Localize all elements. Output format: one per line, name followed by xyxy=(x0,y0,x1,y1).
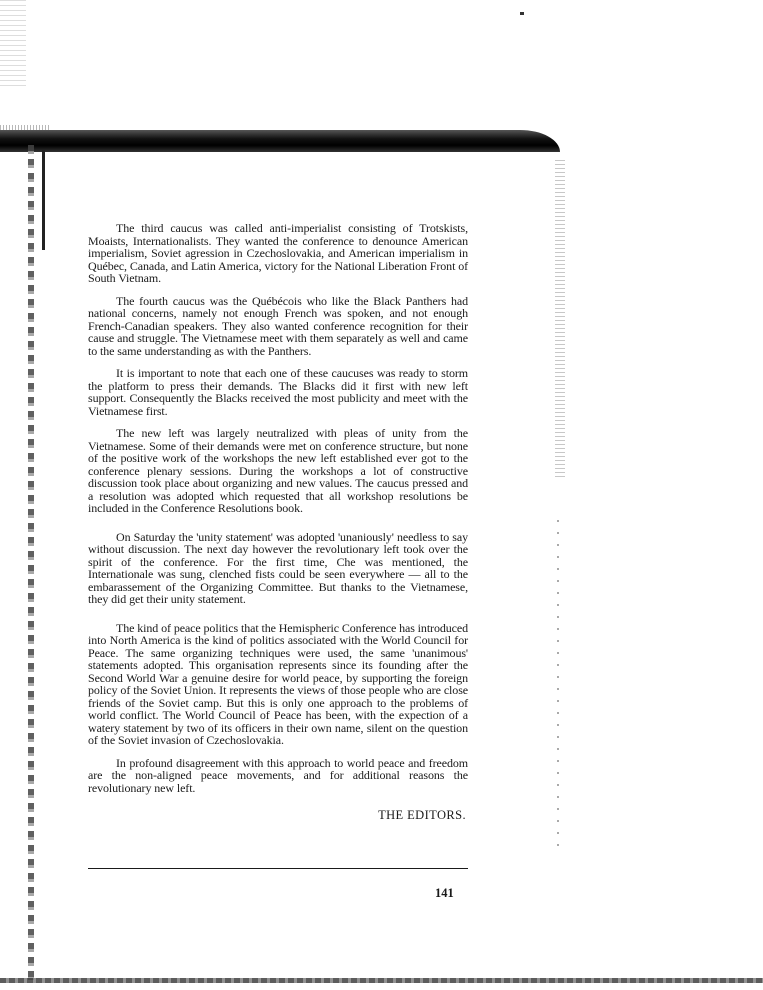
scan-artifact-right-strip xyxy=(555,160,565,480)
scan-artifact-right-dashes xyxy=(557,520,559,850)
scan-shadow-left xyxy=(28,145,34,980)
paragraph-caucuses-storm: It is important to note that each one of these caucuses was ready to storm the platform to press their demands. The Blacks did it first with new left support. Consequently the Blacks received the most publicity and meet with the Vietnamese first. xyxy=(88,366,468,418)
page-number: 141 xyxy=(435,886,454,900)
scan-artifact-speck xyxy=(520,12,524,15)
scan-shadow-top xyxy=(0,130,560,152)
scan-shadow-bottom xyxy=(0,978,763,983)
paragraph-peace-politics: The kind of peace politics that the Hemispheric Conference has introduced into North America is the kind of politics associated with the World Council for Peace. The same organizing techniques were used, the same 'unanimous' statements adopted. This organisation represents since its founding after the Second World War a genuine desire for world peace, by supporting the foreign policy of the Soviet Union. It represents the views of those people who are close friends of the Soviet camp. But this is only one approach to the problems of world conflict. The World Council of Peace has been, with the expection of a watery statement by two of its officers in their own name, silent on the question of the Soviet invasion of Czechoslovakia. xyxy=(88,620,468,747)
footer-rule xyxy=(88,868,468,869)
paragraph-fourth-caucus: The fourth caucus was the Québécois who like the Black Panthers had national concerns, namely not enough French was spoken, and not enough French-Canadian speakers. They also wanted conference recognition for their cause and struggle. The Vietnamese meet with them separately as well and came to the same understanding as with the Panthers. xyxy=(88,293,468,358)
paragraph-unity-statement: On Saturday the 'unity statement' was adopted 'unaniously' needless to say without discussion. The next day however the revolutionary left took over the spirit of the conference. For the first time, Che was mentioned, the Internationale was sung, clenched fists could be seen everywhere — all to the embarassement of the Organizing Committee. But thanks to the Vietnamese, they did get their unity statement. xyxy=(88,529,468,606)
signature: THE EDITORS. xyxy=(378,808,466,822)
paragraph-third-caucus: The third caucus was called anti-imperialist consisting of Trotskists, Moaists, Internationalists. They wanted the conference to denounce American imperialism, Soviet agression in Czechoslovakia, and American imperialism in Québec, Canada, and Latin America, victory for the National Liberation Front of South Vietnam. xyxy=(88,221,468,285)
scan-shadow-left-inner xyxy=(42,150,45,250)
paragraph-new-left-neutralized: The new left was largely neutralized with pleas of unity from the Vietnamese. Some of their demands were met on conference structure, but none of the positive work of the workshops the new left established ever got to the conference plenary sessions. During the workshops a lot of constructive discussion took place about organizing and new values. The caucus pressed and a resolution was adopted which requested that all workshop resolutions be included in the Conference Resolutions book. xyxy=(88,426,468,515)
paragraph-profound-disagreement: In profound disagreement with this approach to world peace and freedom are the non-aligned peace movements, and for additional reasons the revolutionary new left. xyxy=(88,755,468,795)
article-body xyxy=(88,222,468,823)
scan-artifact-corner xyxy=(0,0,26,90)
